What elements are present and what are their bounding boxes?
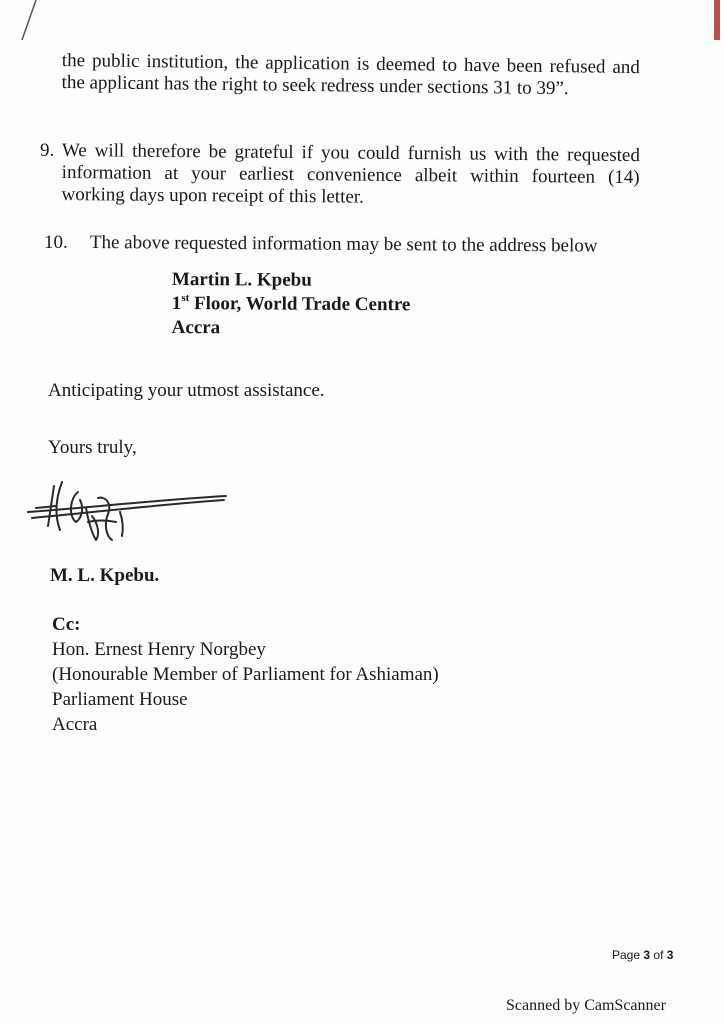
cc-label: Cc: <box>52 614 81 635</box>
item-10-text: The above requested information may be sent to the address below <box>89 232 598 257</box>
closing-salutation: Yours truly, <box>48 437 137 458</box>
page-of: of <box>653 948 664 962</box>
page-word: Page <box>612 948 641 962</box>
signatory-name: M. L. Kpebu. <box>50 565 160 586</box>
page-total: 3 <box>666 948 674 962</box>
cc-line: Accra <box>52 714 98 735</box>
handwritten-signature <box>26 478 236 558</box>
address-floor-number: 1 <box>171 292 182 315</box>
scanner-watermark: Scanned by CamScanner <box>506 997 666 1014</box>
item-9-text: We will therefore be grateful if you could furnish us with the requested information at your earliest convenience albeit within fourteen (14) working days upon receipt of this letter. <box>61 140 640 208</box>
address-name: Martin L. Kpebu <box>171 269 312 291</box>
cc-line: Parliament House <box>52 689 188 710</box>
address-floor-suffix: st <box>181 292 190 305</box>
address-city: Accra <box>171 316 221 339</box>
cc-line: (Honourable Member of Parliament for Ashiaman) <box>52 664 439 685</box>
address-floor <box>172 292 411 317</box>
cc-line: Hon. Ernest Henry Norgbey <box>52 639 266 660</box>
anticipating-line: Anticipating your utmost assistance. <box>48 380 325 401</box>
item-10-number: 10. <box>44 232 68 253</box>
red-edge-mark <box>714 0 720 40</box>
page-number <box>612 948 673 962</box>
page-edge-mark <box>0 0 40 50</box>
cc-block <box>52 612 439 737</box>
item-9-number: 9. <box>40 140 55 161</box>
address-floor-text: Floor, World Trade Centre <box>189 293 411 316</box>
continuation-paragraph: the public institution, the application is deemed to have been refused and the applicant has the right to seek redress under sections 31 to 39”. <box>61 50 640 100</box>
page-current: 3 <box>643 948 651 962</box>
return-address <box>172 268 411 341</box>
